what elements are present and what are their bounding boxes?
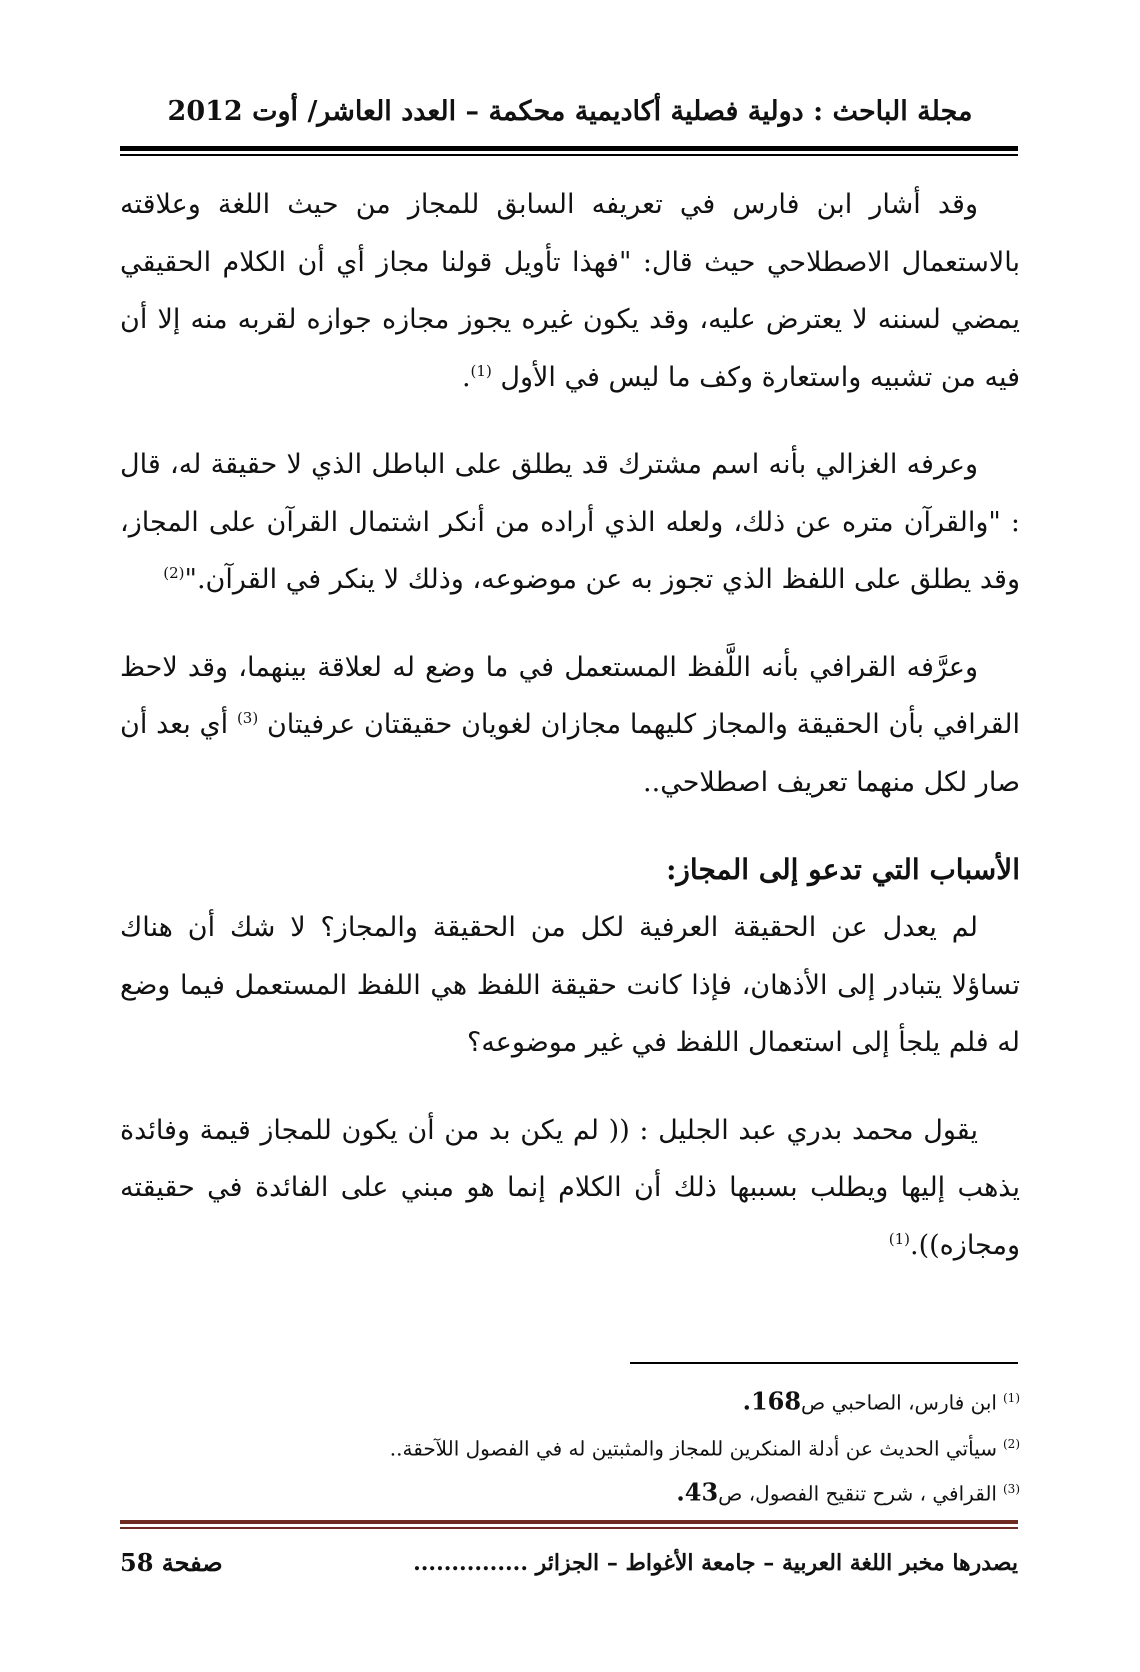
paragraph-text: وعرفه الغزالي بأنه اسم مشترك قد يطلق على الباطل الذي لا حقيقة له، قال : "والقرآن متره عن ذلك، ولعله الذي أراده من أنكر اشتمال القرآن على المجاز، وقد يطلق على اللفظ الذي تجوز به عن موضوعه، وذلك لا ينكر في القرآن." (120, 449, 1020, 595)
page-footer (120, 1541, 1018, 1585)
publisher-line: يصدرها مخبر اللغة العربية – جامعة الأغواط – الجزائر ............... (413, 1550, 1018, 1576)
paragraph-question (120, 899, 1020, 1072)
footnote-separator (630, 1362, 1018, 1364)
footnote-end: . (676, 1477, 685, 1507)
header-rule-thin (120, 154, 1018, 156)
footnote-number: (3) (1002, 1482, 1020, 1497)
paragraph-text: لم يعدل عن الحقيقة العرفية لكل من الحقيقة والمجاز؟ لا شك أن هناك تساؤلا يتبادر إلى الأذهان، فإذا كانت حقيقة اللفظ هي اللفظ المستعمل فيما وضع له فلم يلجأ إلى استعمال اللفظ في غير موضوعه؟ (120, 912, 1020, 1058)
paragraph-ghazali (120, 436, 1020, 609)
paragraph-ibn-faris (120, 176, 1020, 406)
paragraph-text: وقد أشار ابن فارس في تعريفه السابق للمجاز من حيث اللغة وعلاقته بالاستعمال الاصطلاحي حيث قال: "فهذا تأويل قولنا مجاز أي أن الكلام الحقيقي يمضي لسننه لا يعترض عليه، وقد يكون غيره يجوز مجازه جوازه لقربه منه إلا أن فيه من تشبيه واستعارة وكف ما ليس في الأول (120, 189, 1020, 393)
footnote-item (120, 1378, 1020, 1424)
paragraph-qarafi (120, 639, 1020, 812)
footnote-item (120, 1469, 1020, 1515)
paragraph-end: . (461, 361, 471, 393)
footnote-end: . (742, 1386, 751, 1416)
paragraph-quote (120, 1102, 1020, 1275)
footer-rule-thick (120, 1520, 1018, 1524)
footnote-number: (1) (1002, 1391, 1020, 1405)
footer-rule-thin (120, 1527, 1018, 1529)
footnote-ref: (3) (236, 709, 259, 727)
footnote-text: سيأتي الحديث عن أدلة المنكرين للمجاز والمثبتين له في الفصول اللآحقة.. (389, 1436, 997, 1461)
paragraph-text: يقول محمد بدري عبد الجليل : (( لم يكن بد من أن يكون للمجاز قيمة وفائدة يذهب إليها ويطلب بسببها ذلك أن الكلام إنما هو مبني على الفائدة في حقيقته ومجازه)). (120, 1114, 1020, 1261)
section-heading: الأسباب التي تدعو إلى المجاز: (666, 853, 1020, 886)
footnote-ref: (2) (163, 564, 185, 582)
footnote-item (120, 1424, 1020, 1470)
journal-header: مجلة الباحث : دولية فصلية أكاديمية محكمة – العدد العاشر/ أوت 2012 (167, 96, 973, 127)
footnote-page: 168 (750, 1386, 802, 1416)
paragraph-text: وعرَّفه القرافي بأنه اللَّفظ المستعمل في ما وضع له لعلاقة بينهما، وقد لاحظ القرافي بأن الحقيقة والمجاز كليهما مجازان لغويان حقيقتان عرفيتان (120, 651, 1020, 740)
footnotes (120, 1378, 1020, 1515)
article-body (120, 176, 1020, 1304)
paragraph-text-continued: أي بعد أن صار لكل منهما تعريف اصطلاحي.. (120, 709, 1020, 798)
footnote-page: 43 (684, 1477, 719, 1507)
footnote-text: القرافي ، شرح تنقيح الفصول، ص (718, 1481, 997, 1506)
footnote-text: ابن فارس، الصاحبي ص (801, 1390, 997, 1415)
page-number: صفحة 58 (120, 1548, 223, 1577)
footnote-number: (2) (1002, 1436, 1020, 1451)
footnote-ref: (1) (470, 361, 492, 380)
footnote-ref: (1) (888, 1229, 910, 1248)
header-rule-thick (120, 146, 1018, 151)
